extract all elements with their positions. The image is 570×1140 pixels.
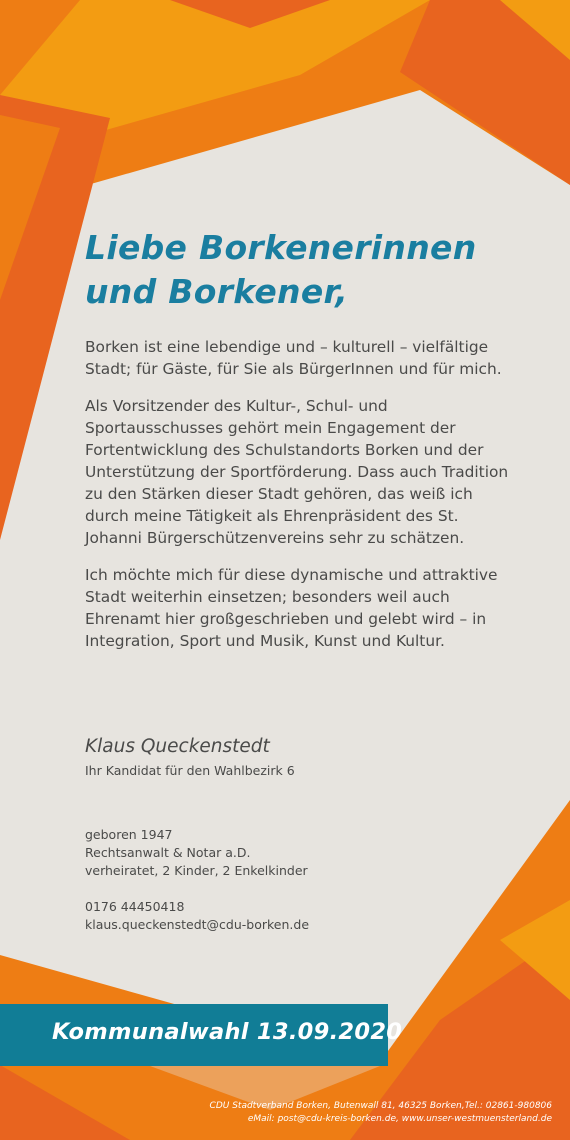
headline-line-1: Liebe Borkenerinnen [85, 228, 477, 267]
body-text [85, 336, 515, 652]
paragraph-engagement: Als Vorsitzender des Kultur-, Schul- und Sportausschusses gehört mein Engagement der Fortentwicklung des Schulstandorts Borken und der Unterstützung der Sportförderung. Dass auch Tradition zu den Stärken dieser Stadt gehören, das weiß ich durch meine Tätigkeit als Ehrenpräsident des St. Johanni Bürgerschützenvereins sehr zu schätzen. [85, 397, 509, 547]
paragraph-commitment: Ich möchte mich für diese dynamische und attraktive Stadt weiterhin einsetzen; besonders weil auch Ehrenamt hier großgeschrieben und gelebt wird – in Integration, Sport und Musik, Kunst und Kultur. [85, 566, 498, 650]
footer-address: CDU Stadtverband Borken, Butenwall 81, 46325 Borken,Tel.: 02861-980806 [209, 1101, 552, 1111]
birth-year: geboren 1947 [85, 827, 173, 842]
family-status: verheiratet, 2 Kinder, 2 Enkelkinder [85, 863, 308, 878]
main-content [85, 226, 515, 667]
footer-web: eMail: post@cdu-kreis-borken.de, www.unser-westmuensterland.de [247, 1114, 552, 1124]
election-banner-text: Kommunalwahl 13.09.2020 [52, 1019, 403, 1045]
headline [85, 226, 515, 314]
headline-line-2: und Borkener, [85, 272, 349, 311]
paragraph-intro: Borken ist eine lebendige und – kulturell – vielfältige Stadt; für Gäste, für Sie als BürgerInnen und für mich. [85, 338, 502, 378]
email-address: klaus.queckenstedt@cdu-borken.de [85, 917, 310, 932]
candidate-name: Klaus Queckenstedt [85, 736, 270, 757]
footer-contact [210, 1100, 552, 1126]
candidate-role: Ihr Kandidat für den Wahlbezirk 6 [85, 763, 295, 778]
candidate-details [85, 826, 309, 934]
phone-number: 0176 44450418 [85, 899, 185, 914]
profession: Rechtsanwalt & Notar a.D. [85, 845, 251, 860]
